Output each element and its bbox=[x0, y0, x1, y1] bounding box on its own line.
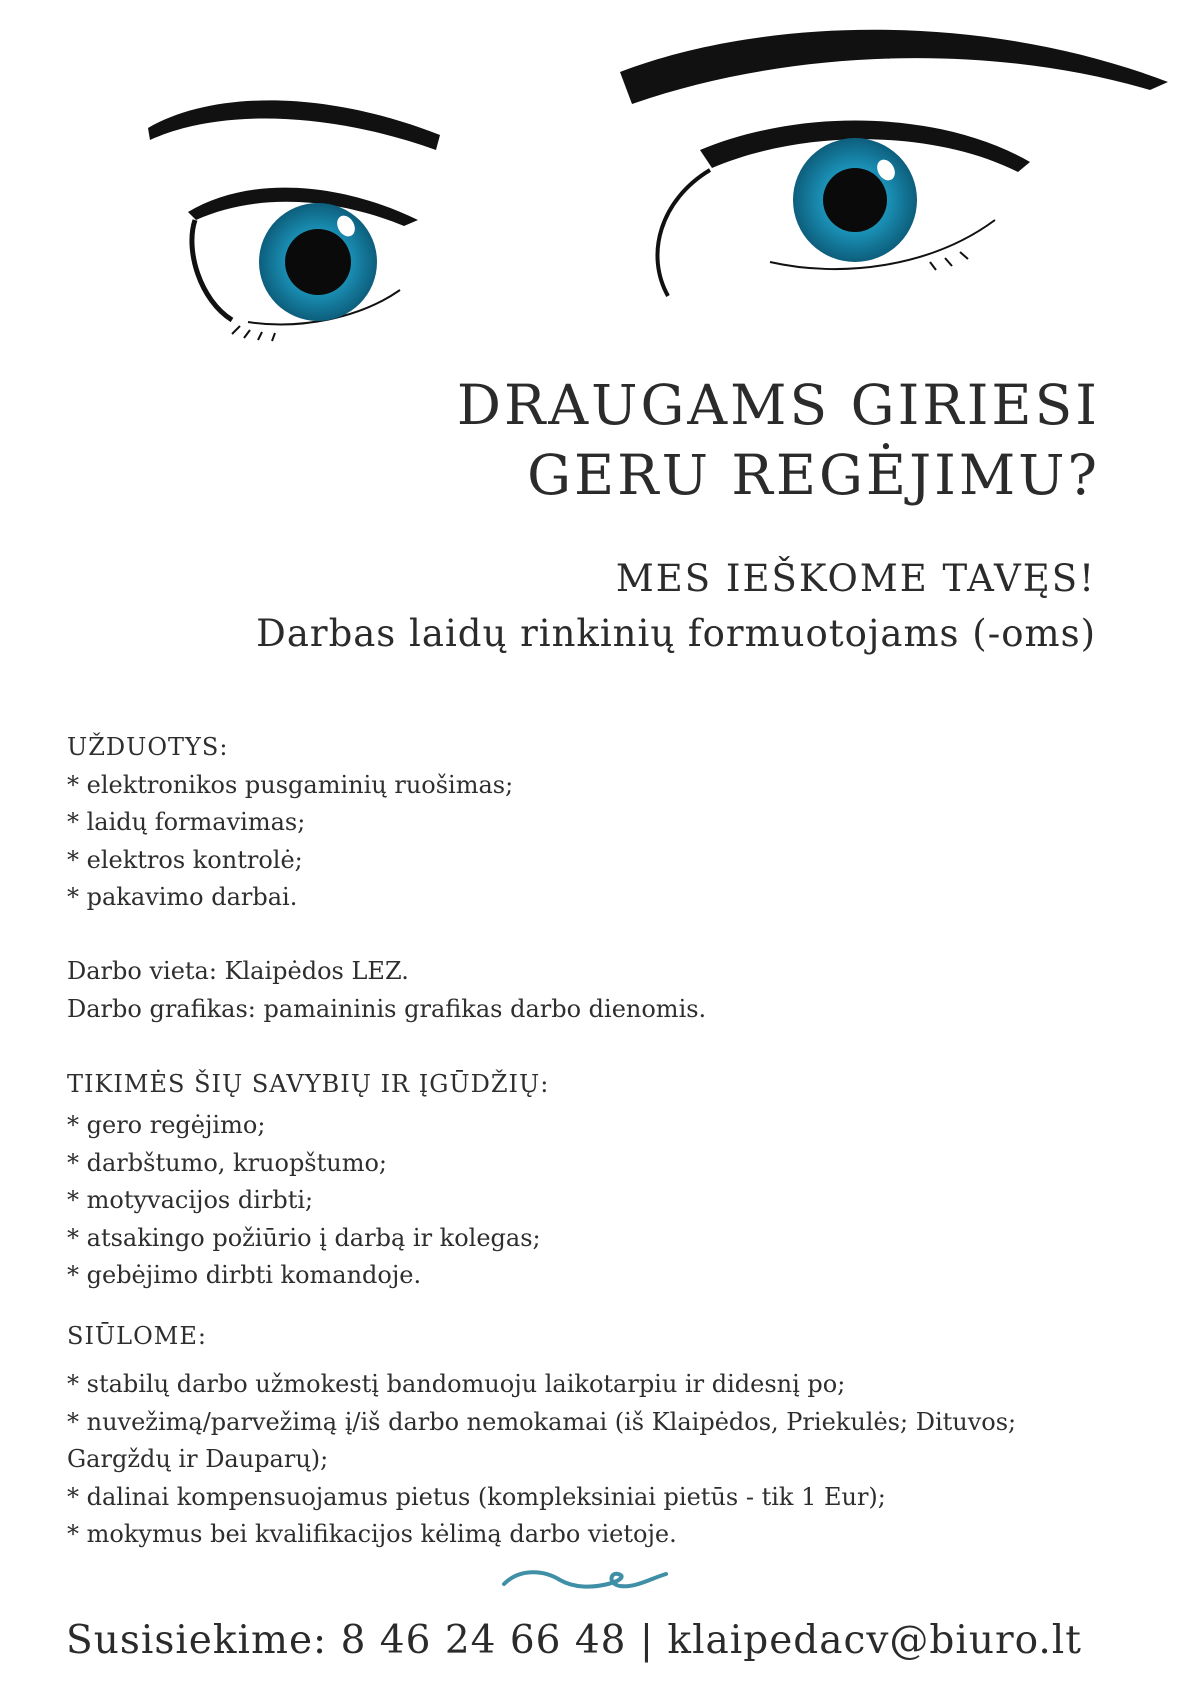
list-item: * elektronikos pusgaminių ruošimas; bbox=[67, 770, 514, 799]
left-eyebrow bbox=[148, 100, 440, 150]
headline-line-1: DRAUGAMS GIRIESI bbox=[456, 373, 1100, 437]
right-pupil bbox=[823, 168, 887, 232]
offer-heading: SIŪLOME: bbox=[67, 1322, 207, 1350]
wave-divider-icon bbox=[500, 1566, 670, 1598]
offer-section bbox=[67, 1318, 1127, 1356]
list-item: * dalinai kompensuojamus pietus (kompleksiniai pietūs - tik 1 Eur); bbox=[67, 1482, 886, 1511]
tasks-heading: UŽDUOTYS: bbox=[67, 733, 229, 761]
list-item: * nuvežimą/parvežimą į/iš darbo nemokamai (iš Klaipėdos, Priekulės; Dituvos; bbox=[67, 1407, 1017, 1436]
subheadline-line-2: Darbas laidų rinkinių formuotojams (-oms) bbox=[256, 612, 1096, 655]
list-item: * motyvacijos dirbti; bbox=[67, 1186, 314, 1214]
list-item: * pakavimo darbai. bbox=[67, 883, 298, 911]
list-item: * stabilų darbo užmokestį bandomuoju laikotarpiu ir didesnį po; bbox=[67, 1370, 846, 1398]
work-schedule: Darbo grafikas: pamaininis grafikas darbo dienomis. bbox=[67, 994, 707, 1023]
qualities-heading: TIKIMĖS ŠIŲ SAVYBIŲ IR ĮGŪDŽIŲ: bbox=[67, 1070, 550, 1098]
list-item: * atsakingo požiūrio į darbą ir kolegas; bbox=[67, 1223, 541, 1252]
qualities-list bbox=[67, 1107, 1127, 1295]
left-eye bbox=[148, 100, 440, 341]
list-item: * mokymus bei kvalifikacijos kėlimą darbo vietoje. bbox=[67, 1520, 677, 1548]
right-eye bbox=[620, 30, 1168, 296]
headline bbox=[457, 370, 1100, 510]
right-eyebrow bbox=[620, 30, 1168, 104]
list-item: * elektros kontrolė; bbox=[67, 845, 303, 874]
headline-line-2: GERU REGĖJIMU? bbox=[527, 443, 1100, 507]
list-item: * gero regėjimo; bbox=[67, 1111, 266, 1139]
eyes-illustration bbox=[0, 0, 1200, 360]
list-item: * laidų formavimas; bbox=[67, 808, 306, 836]
qualities-section bbox=[67, 1066, 1127, 1104]
details-section bbox=[67, 953, 1127, 1028]
contact-line: Susisiekime: 8 46 24 66 48 | klaipedacv@biuro.lt bbox=[66, 1618, 1082, 1663]
offer-list bbox=[67, 1366, 1127, 1554]
list-item: Gargždų ir Dauparų); bbox=[67, 1445, 329, 1473]
subheadline-line-1: MES IEŠKOME TAVĘS! bbox=[615, 557, 1096, 600]
work-location: Darbo vieta: Klaipėdos LEZ. bbox=[67, 957, 409, 985]
tasks-section bbox=[67, 729, 1127, 917]
left-pupil bbox=[285, 229, 351, 295]
list-item: * gebėjimo dirbti komandoje. bbox=[67, 1261, 422, 1289]
list-item: * darbštumo, kruopštumo; bbox=[67, 1148, 388, 1177]
